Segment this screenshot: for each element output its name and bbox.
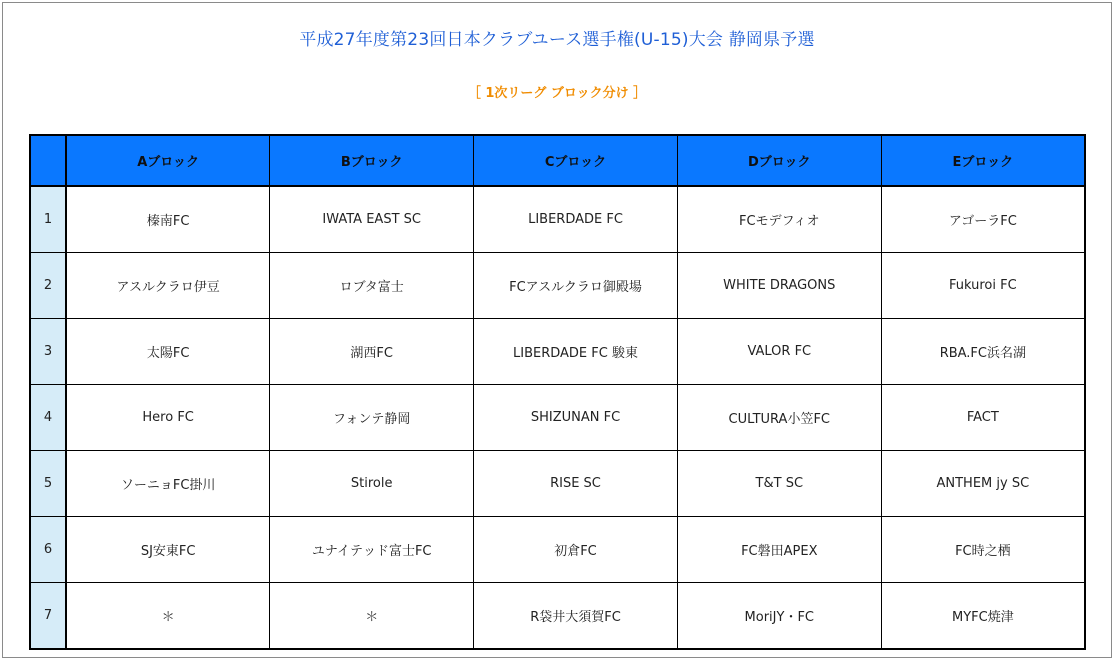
team-cell: FC時之栖 xyxy=(881,517,1085,583)
team-cell: フォンテ静岡 xyxy=(270,385,474,451)
team-cell: CULTURA小笠FC xyxy=(677,385,881,451)
block-table xyxy=(29,134,1086,650)
row-number: 3 xyxy=(30,319,66,385)
team-cell: T&T SC xyxy=(677,451,881,517)
team-cell: ユナイテッド富士FC xyxy=(270,517,474,583)
header-block-d: Dブロック xyxy=(677,135,881,186)
team-cell: FC磐田APEX xyxy=(677,517,881,583)
page-subtitle: ［ 1次リーグ ブロック分け ］ xyxy=(467,86,647,101)
table-header xyxy=(30,135,1085,186)
team-cell: 湖西FC xyxy=(270,319,474,385)
team-cell: ソーニョFC掛川 xyxy=(66,451,270,517)
team-cell: Fukuroi FC xyxy=(881,253,1085,319)
team-cell: FCモデフィオ xyxy=(677,186,881,253)
team-cell: MYFC焼津 xyxy=(881,583,1085,650)
table-row xyxy=(30,583,1085,650)
team-cell: Stirole xyxy=(270,451,474,517)
page-title: 平成27年度第23回日本クラブユース選手権(U-15)大会 静岡県予選 xyxy=(299,30,815,50)
row-number: 7 xyxy=(30,583,66,650)
table-row xyxy=(30,451,1085,517)
row-number: 1 xyxy=(30,186,66,253)
header-corner xyxy=(30,135,66,186)
team-cell: 榛南FC xyxy=(66,186,270,253)
team-cell: アゴーラFC xyxy=(881,186,1085,253)
team-cell: 初倉FC xyxy=(474,517,678,583)
header-block-e: Eブロック xyxy=(881,135,1085,186)
team-cell: ロブタ富士 xyxy=(270,253,474,319)
table-body xyxy=(30,186,1085,649)
team-cell: ＊ xyxy=(66,583,270,650)
row-number: 2 xyxy=(30,253,66,319)
header-block-a: Aブロック xyxy=(66,135,270,186)
table-row xyxy=(30,319,1085,385)
team-cell: VALOR FC xyxy=(677,319,881,385)
table-row xyxy=(30,385,1085,451)
team-cell: ANTHEM jy SC xyxy=(881,451,1085,517)
team-cell: SHIZUNAN FC xyxy=(474,385,678,451)
row-number: 4 xyxy=(30,385,66,451)
team-cell: LIBERDADE FC 駿東 xyxy=(474,319,678,385)
team-cell: FACT xyxy=(881,385,1085,451)
team-cell: IWATA EAST SC xyxy=(270,186,474,253)
table-row xyxy=(30,186,1085,253)
team-cell: SJ安東FC xyxy=(66,517,270,583)
team-cell: RBA.FC浜名湖 xyxy=(881,319,1085,385)
header-block-c: Cブロック xyxy=(474,135,678,186)
header-row xyxy=(30,135,1085,186)
team-cell: FCアスルクラロ御殿場 xyxy=(474,253,678,319)
header-block-b: Bブロック xyxy=(270,135,474,186)
team-cell: WHITE DRAGONS xyxy=(677,253,881,319)
team-cell: LIBERDADE FC xyxy=(474,186,678,253)
team-cell: R袋井大須賀FC xyxy=(474,583,678,650)
team-cell: MoriJY・FC xyxy=(677,583,881,650)
team-cell: ＊ xyxy=(270,583,474,650)
team-cell: 太陽FC xyxy=(66,319,270,385)
team-cell: Hero FC xyxy=(66,385,270,451)
team-cell: RISE SC xyxy=(474,451,678,517)
team-cell: アスルクラロ伊豆 xyxy=(66,253,270,319)
row-number: 5 xyxy=(30,451,66,517)
table-row xyxy=(30,253,1085,319)
row-number: 6 xyxy=(30,517,66,583)
table-row xyxy=(30,517,1085,583)
